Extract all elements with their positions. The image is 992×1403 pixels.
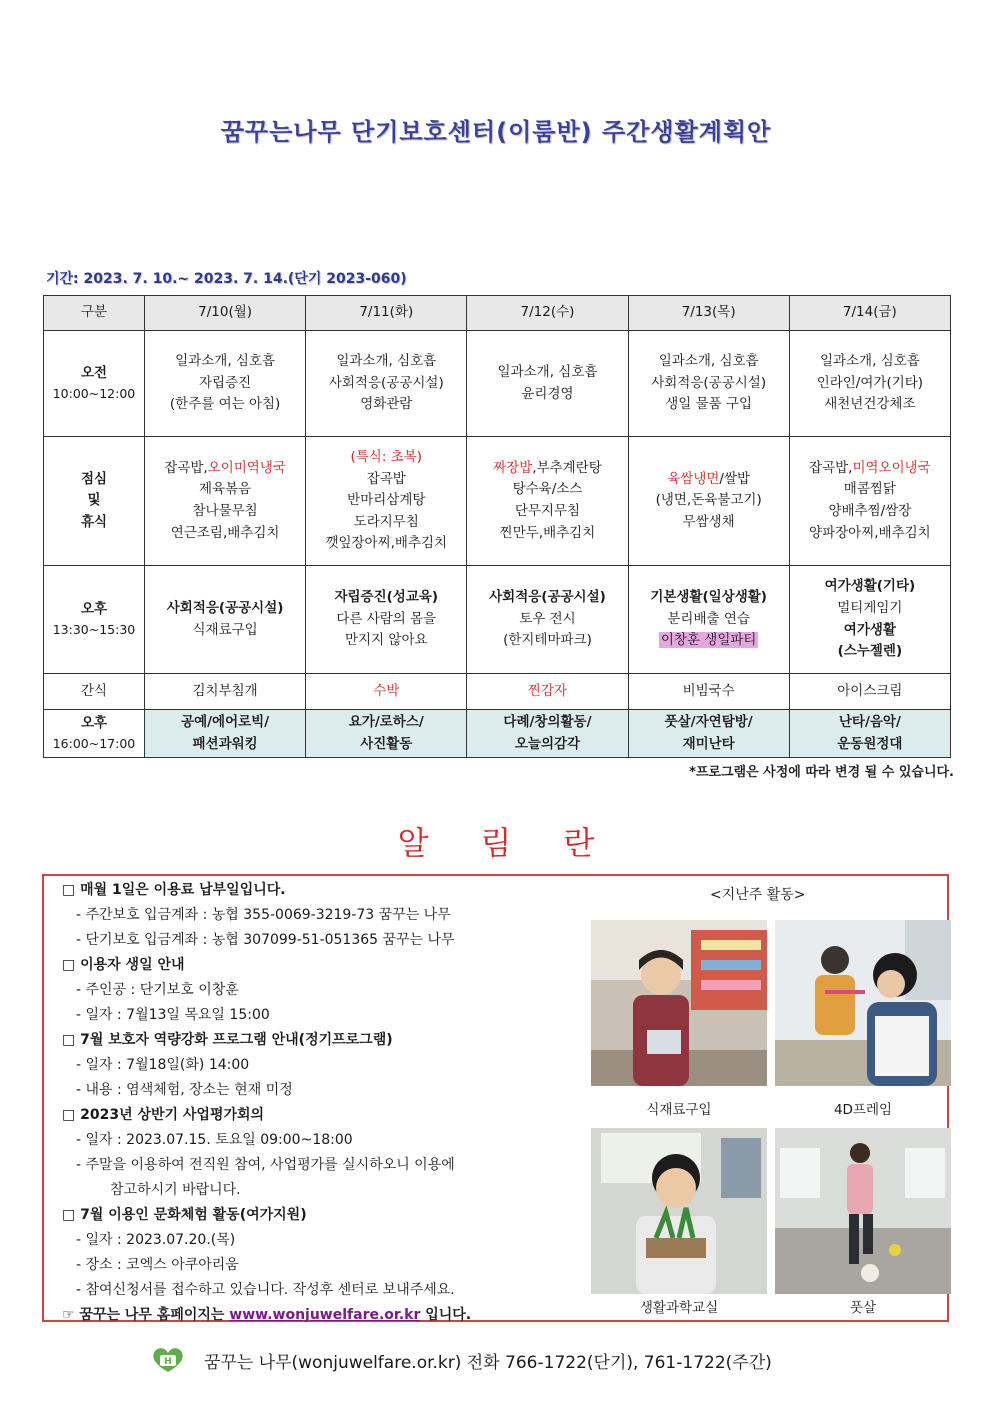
header-cell: 7/10(월) (145, 296, 306, 331)
notice-item: - 참여신청서를 접수하고 있습니다. 작성후 센터로 보내주세요. (76, 1282, 455, 1298)
birthday-highlight: 이창훈 생일파티 (660, 632, 757, 649)
page-title: 꿈꾸는나무 단기보호센터(이룸반) 주간생활계획안 (220, 118, 772, 146)
header-cell: 7/14(금) (789, 296, 950, 331)
footer-contact: 꿈꾸는 나무(wonjuwelfare.or.kr) 전화 766-1722(단기), 761-1722(주간) (204, 1352, 772, 1373)
photo-label: 식재료구입 (646, 1102, 712, 1118)
photo-grocery (591, 920, 767, 1086)
notice-item: - 일자 : 7월13일 목요일 15:00 (76, 1007, 270, 1023)
notice-title: 알림란 (397, 824, 647, 862)
notice-item: - 주말을 이용하여 전직원 참여, 사업평가를 실시하오니 이용에 (76, 1157, 455, 1173)
menu-cell: 잡곡밥,오이미역냉국 제육볶음 참나물무침 연근조림,배추김치 (145, 437, 306, 566)
schedule-cell: 일과소개, 심호흡 윤리경영 (467, 331, 628, 437)
svg-text:H: H (164, 1357, 172, 1367)
photo-4d-frame (775, 920, 951, 1086)
club-cell: 풋살/자연탐방/ 재미난타 (628, 710, 789, 758)
notice-item: - 주간보호 입금계좌 : 농협 355-0069-3219-73 꿈꾸는 나무 (76, 907, 451, 923)
notice-item: - 일자 : 2023.07.20.(목) (76, 1232, 236, 1248)
menu-cell: 짜장밥,부추계란탕 탕수육/소스 단무지무침 찐만두,배추김치 (467, 437, 628, 566)
notice-item: 참고하시기 바랍니다. (110, 1182, 241, 1198)
schedule-cell: 여가생활(기타) 멀티게임기 여가생활 (스누젤렌) (789, 566, 950, 674)
row-label: 오전 10:00~12:00 (44, 331, 145, 437)
schedule-cell: 일과소개, 심호흡 자립증진 (한주를 여는 아침) (145, 331, 306, 437)
snack-cell: 김치부침개 (145, 674, 306, 710)
notice-item: - 단기보호 입금계좌 : 농협 307099-51-051365 꿈꾸는 나무 (76, 932, 455, 948)
photo-science-class (591, 1128, 767, 1294)
snack-cell: 찐감자 (467, 674, 628, 710)
club-cell: 다례/창의활동/ 오늘의감각 (467, 710, 628, 758)
notice-heading: □ 매월 1일은 이용료 납부일입니다. (62, 882, 286, 898)
homepage-link[interactable]: www.wonjuwelfare.or.kr (229, 1307, 421, 1323)
header-cell: 구분 (44, 296, 145, 331)
club-cell: 난타/음악/ 운동원정대 (789, 710, 950, 758)
table-header-row (44, 296, 951, 331)
photo-label: 생활과학교실 (639, 1300, 719, 1316)
photo-label: 4D프레임 (833, 1102, 893, 1118)
schedule-cell: 사회적응(공공시설) 토우 전시 (한지테마파크) (467, 566, 628, 674)
period-label: 기간: 2023. 7. 10.~ 2023. 7. 14.(단기 2023-060) (46, 271, 407, 287)
homepage-line: ☞ 꿈꾸는 나무 홈페이지는 www.wonjuwelfare.or.kr 입니다. (62, 1307, 472, 1323)
header-cell: 7/11(화) (306, 296, 467, 331)
lunch-row (44, 437, 951, 566)
change-note: *프로그램은 사정에 따라 변경 될 수 있습니다. (689, 765, 954, 780)
schedule-cell: 일과소개, 심호흡 사회적응(공공시설) 영화관람 (306, 331, 467, 437)
schedule-cell: 자립증진(성교육) 다른 사람의 몸을 만지지 않아요 (306, 566, 467, 674)
snack-cell: 아이스크림 (789, 674, 950, 710)
weekly-schedule-table (43, 295, 951, 758)
schedule-cell: 기본생활(일상생활) 분리배출 연습 이창훈 생일파티 (628, 566, 789, 674)
tree-logo-icon (150, 1346, 186, 1374)
notice-item: - 장소 : 코엑스 아쿠아리움 (76, 1257, 239, 1273)
snack-row (44, 674, 951, 710)
row-label: 오후 16:00~17:00 (44, 710, 145, 758)
snack-cell: 비빔국수 (628, 674, 789, 710)
schedule-cell: 사회적응(공공시설) 식재료구입 (145, 566, 306, 674)
schedule-cell: 일과소개, 심호흡 인라인/여가(기타) 새천년건강체조 (789, 331, 950, 437)
notice-heading: □ 2023년 상반기 사업평가회의 (62, 1107, 265, 1123)
photo-futsal (775, 1128, 951, 1294)
club-row (44, 710, 951, 758)
header-cell: 7/12(수) (467, 296, 628, 331)
notice-box (42, 874, 949, 1322)
notice-heading: □ 이용자 생일 안내 (62, 957, 185, 973)
notice-item: - 일자 : 2023.07.15. 토요일 09:00~18:00 (76, 1132, 353, 1148)
menu-cell: 잡곡밥,미역오이냉국 매콤찜닭 양배추찜/쌈장 양파장아찌,배추김치 (789, 437, 950, 566)
photo-label: 풋살 (849, 1300, 877, 1316)
notice-heading: □ 7월 이용인 문화체험 활동(여가지원) (62, 1207, 307, 1223)
club-cell: 요가/로하스/ 사진활동 (306, 710, 467, 758)
notice-text (62, 878, 582, 1328)
club-cell: 공예/에어로빅/ 패션과워킹 (145, 710, 306, 758)
notice-item: - 주인공 : 단기보호 이창훈 (76, 982, 239, 998)
menu-cell: 육쌈냉면/쌀밥 (냉면,돈육불고기) 무쌈생채 (628, 437, 789, 566)
row-label: 오후 13:30~15:30 (44, 566, 145, 674)
footer (150, 1346, 772, 1374)
schedule-cell: 일과소개, 심호흡 사회적응(공공시설) 생일 물품 구입 (628, 331, 789, 437)
notice-item: - 내용 : 염색체험, 장소는 현재 미정 (76, 1082, 293, 1098)
afternoon-row (44, 566, 951, 674)
menu-cell: (특식: 초복) 잡곡밥 반마리삼계탕 도라지무침 깻잎장아찌,배추김치 (306, 437, 467, 566)
row-label: 간식 (44, 674, 145, 710)
photos-caption: <지난주 활동> (710, 887, 806, 903)
snack-cell: 수박 (306, 674, 467, 710)
row-label: 점심 및 휴식 (44, 437, 145, 566)
notice-heading: □ 7월 보호자 역량강화 프로그램 안내(정기프로그램) (62, 1032, 393, 1048)
morning-row (44, 331, 951, 437)
header-cell: 7/13(목) (628, 296, 789, 331)
notice-item: - 일자 : 7월18일(화) 14:00 (76, 1057, 250, 1073)
